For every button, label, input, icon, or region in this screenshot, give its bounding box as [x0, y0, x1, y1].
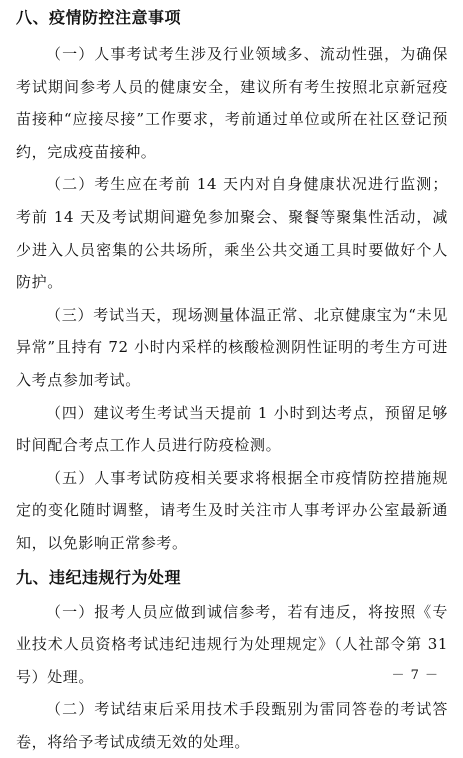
paragraph: （二）考生应在考前 14 天内对自身健康状况进行监测；考前 14 天及考试期间避免参加聚会、聚餐等聚集性活动，减少进入人员密集的公共场所，乘坐公共交通工具时要做好个人防护。 [16, 175, 448, 292]
paragraph: （三）考试当天，现场测量体温正常、北京健康宝为“未见异常”且持有 72 小时内采样的核酸检测阴性证明的考生方可进入考点参加考试。 [16, 305, 448, 389]
paragraph: （一）报考人员应做到诚信参考，若有违反，将按照《专业技术人员资格考试违纪违规行为处理规定》（人社部令第 31 号）处理。 [16, 602, 448, 686]
paragraph: （一）人事考试考生涉及行业领域多、流动性强，为确保考试期间参考人员的健康安全，建议所有考生按照北京新冠疫苗接种“应接尽接”工作要求，考前通过单位或所在社区登记预约，完成疫苗接种。 [16, 45, 448, 161]
section-heading-epidemic-prevention: 八、疫情防控注意事项 [16, 8, 182, 27]
paragraph: （二）考试结束后采用技术手段甄别为雷同答卷的考试答卷，将给予考试成绩无效的处理。 [16, 700, 448, 751]
page-number: － 7 － [391, 668, 439, 683]
paragraph: （四）建议考生考试当天提前 1 小时到达考点，预留足够时间配合考点工作人员进行防疫检测。 [16, 403, 448, 455]
paragraph: （五）人事考试防疫相关要求将根据全市疫情防控措施规定的变化随时调整，请考生及时关注市人事考评办公室最新通知，以免影响正常参考。 [16, 468, 448, 552]
section-heading-violation-handling: 九、违纪违规行为处理 [16, 567, 182, 587]
